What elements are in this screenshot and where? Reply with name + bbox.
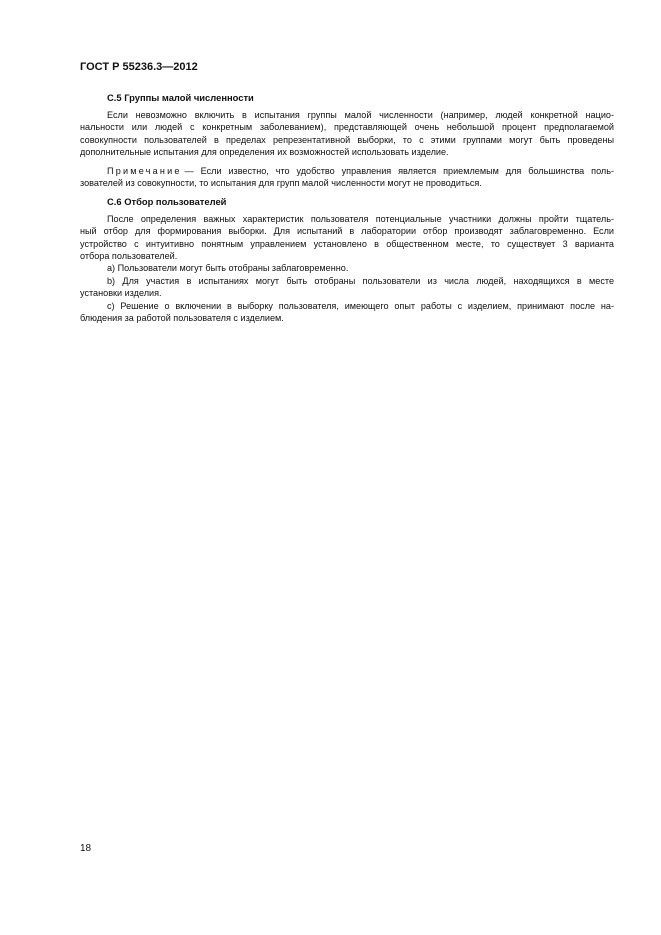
list-item-a: a) Пользователи могут быть отобраны заблаговременно.	[107, 263, 349, 273]
c6-para-line: ный отбор для формирования выборки. Для испытаний в лаборатории отбор производят заблаговременно. Если	[80, 226, 614, 236]
c5-note-line: зователей из совокупности, то испытания для групп малой численности могут не проводиться.	[80, 178, 482, 188]
c6-para-line: После определения важных характеристик пользователя потенциальные участники должны пройти тщатель-	[107, 214, 614, 224]
list-item-b-cont: установки изделия.	[80, 288, 162, 298]
c5-note-line	[107, 165, 614, 177]
page-number: 18	[80, 843, 92, 854]
list-item-b: b) Для участия в испытаниях могут быть отобраны пользователи из числа людей, находящихся в месте	[107, 276, 614, 286]
c6-para-line: устройство с интуитивно понятным управлением установлено в общественном месте, то существует 3 варианта	[80, 239, 614, 249]
c5-para-line: нальности или людей с конкретным заболеванием), представляющей очень небольшой процент предполагаемой	[80, 122, 614, 132]
section-c5-title: С.5 Группы малой численности	[107, 92, 254, 103]
section-c6-title: С.6 Отбор пользователей	[107, 196, 227, 207]
c5-para-line: Если невозможно включить в испытания группы малой численности (например, людей конкретной нацио-	[107, 110, 614, 120]
document-header: ГОСТ Р 55236.3—2012	[80, 61, 198, 73]
c5-para-line: совокупности пользователей в пределах репрезентативной выборки, то с этими группами могут быть проведены	[80, 135, 614, 145]
note-text: — Если известно, что удобство управления является приемлемым для большинства поль-	[184, 166, 614, 176]
list-item-c: c) Решение о включении в выборку пользователя, имеющего опыт работы с изделием, принимают после на-	[107, 301, 614, 311]
c6-para-line: отбора пользователей.	[80, 251, 178, 261]
c5-para-line: дополнительные испытания для определения их возможностей использовать изделие.	[80, 147, 449, 157]
note-label: Примечание	[107, 166, 182, 176]
list-item-c-cont: блюдения за работой пользователя с изделием.	[80, 313, 284, 323]
